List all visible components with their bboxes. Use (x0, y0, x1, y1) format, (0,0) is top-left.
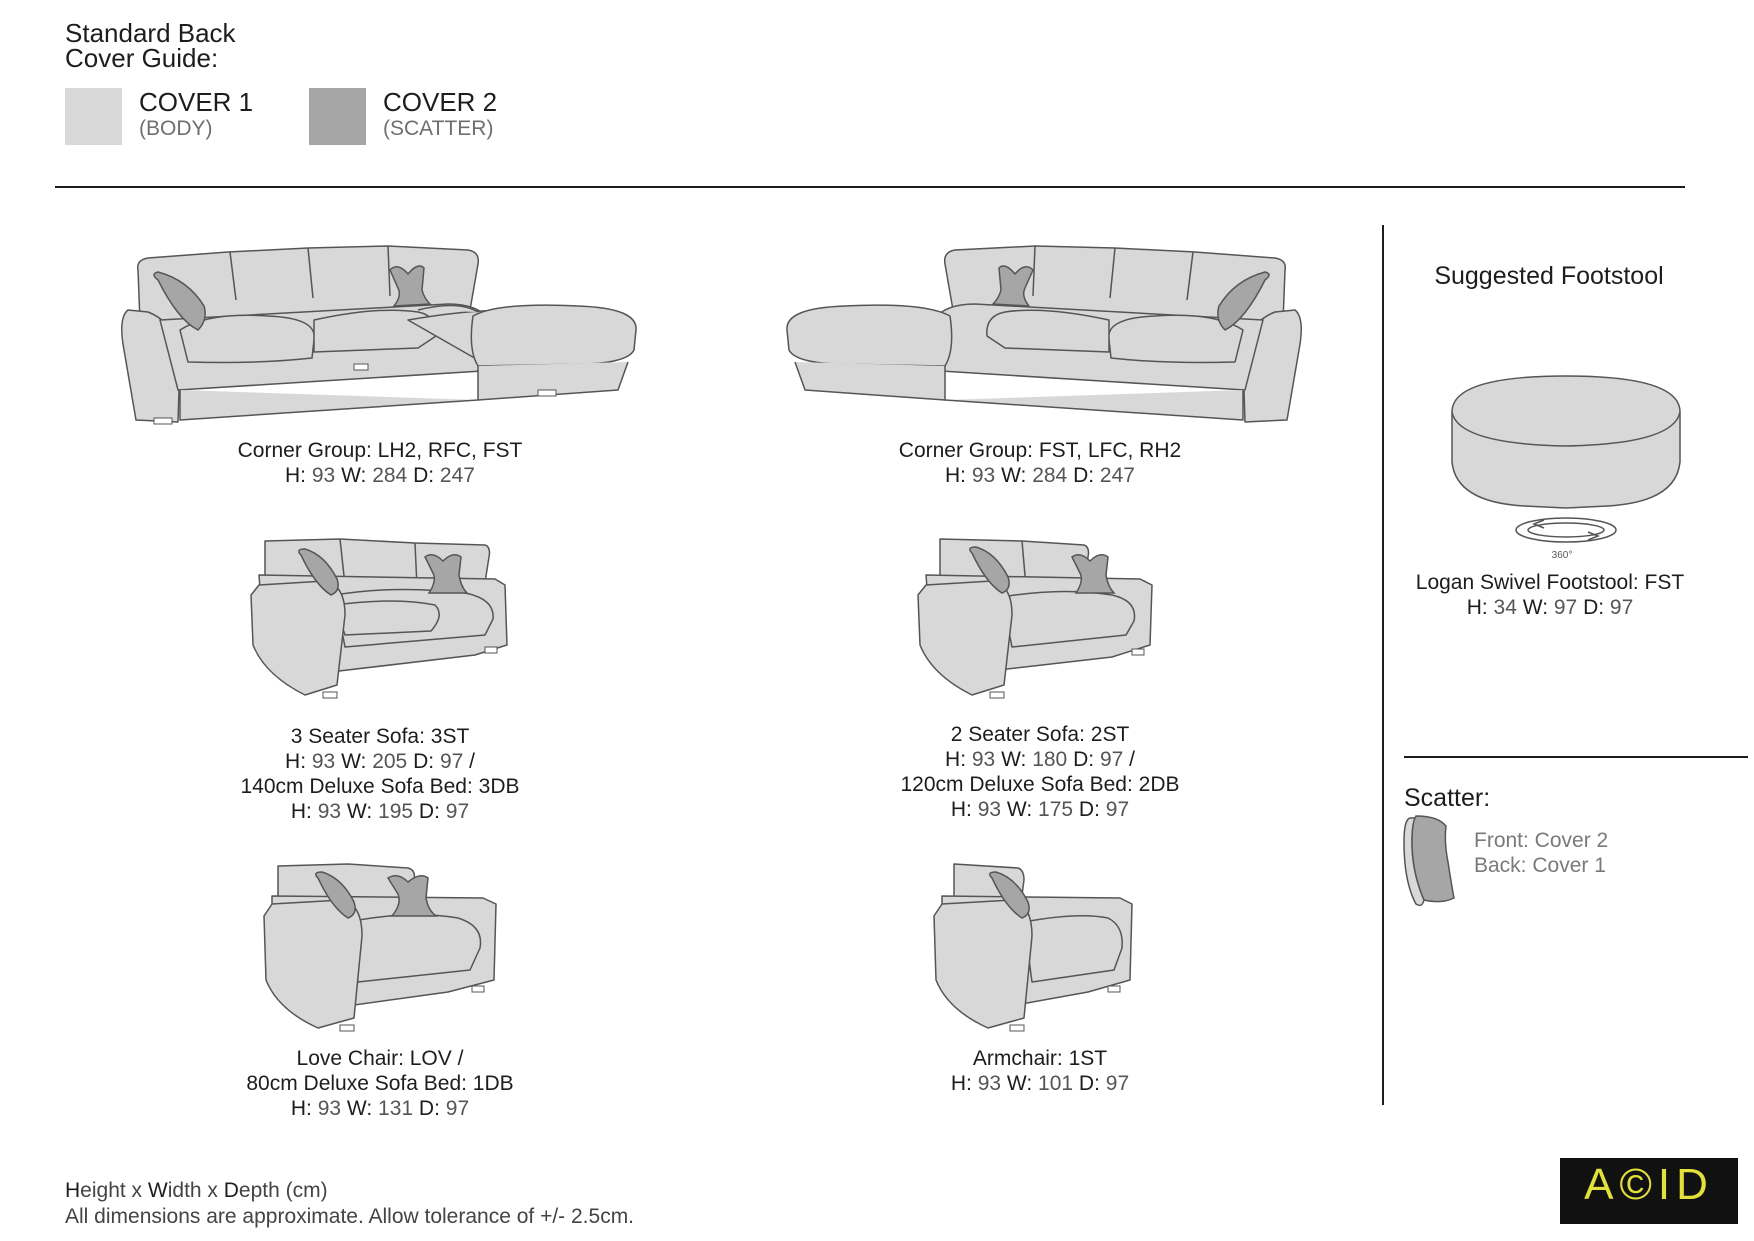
height-label: H: (945, 464, 967, 487)
height-label: H: (285, 750, 307, 773)
depth-value: 247 (439, 464, 475, 487)
depth-label: D: (1073, 748, 1095, 771)
width-value: 131 (378, 1097, 414, 1120)
two-seater-caption (810, 722, 1270, 822)
scatter-front: Front: Cover 2 (1474, 829, 1609, 852)
love-chair-caption (150, 1046, 610, 1121)
product-alt-name: 120cm Deluxe Sofa Bed: 2DB (900, 773, 1180, 796)
three-seater-sofa-drawing (245, 535, 515, 705)
product-name: Love Chair: LOV / (296, 1047, 464, 1070)
suggested-footstool-title: Suggested Footstool (1434, 262, 1664, 290)
d-rest: epth (cm) (238, 1179, 328, 1202)
depth-label: D: (1583, 596, 1605, 619)
product-dims (150, 463, 610, 488)
dimension-legend (65, 1178, 634, 1204)
two-seater-sofa-drawing (912, 535, 1162, 705)
love-chair-drawing (258, 860, 503, 1035)
width-label: W: (1001, 748, 1027, 771)
height-value: 93 (971, 464, 996, 487)
product-dims (810, 463, 1270, 488)
cover-guide-title-line2: Cover Guide: (65, 43, 219, 73)
height-label: H: (285, 464, 307, 487)
product-dims (1335, 595, 1754, 620)
product-name: 2 Seater Sofa: 2ST (950, 723, 1130, 746)
depth-label: D: (413, 464, 435, 487)
height-value: 93 (971, 748, 996, 771)
cover1-sub: (BODY) (139, 117, 213, 140)
scatter-text (1474, 828, 1608, 878)
width-label: W: (346, 800, 373, 823)
scatter-title: Scatter: (1404, 784, 1491, 812)
acid-logo-subtitle: ANTI COPYING IN DESIGN (1581, 1213, 1717, 1223)
scatter-cushion-icon (1398, 812, 1458, 908)
height-label: H: (950, 1072, 972, 1095)
product-name: Corner Group: FST, LFC, RH2 (898, 439, 1182, 462)
width-label: W: (341, 464, 367, 487)
width-value: 205 (372, 750, 408, 773)
h-initial: H (65, 1179, 81, 1202)
height-value: 93 (317, 800, 342, 823)
depth-value: 97 (445, 800, 470, 823)
product-alt-name: 140cm Deluxe Sofa Bed: 3DB (240, 775, 520, 798)
product-name: Corner Group: LH2, RFC, FST (237, 439, 523, 462)
depth-value: 97 (1609, 596, 1634, 619)
width-label: W: (1006, 1072, 1033, 1095)
height-label: H: (1466, 596, 1488, 619)
product-name: 3 Seater Sofa: 3ST (290, 725, 470, 748)
cover-guide-title-line1: Standard Back (65, 18, 236, 48)
width-label: W: (1522, 596, 1549, 619)
dimensions-note (65, 1178, 634, 1230)
width-value: 180 (1032, 748, 1068, 771)
width-label: W: (341, 750, 367, 773)
armchair-caption (810, 1046, 1270, 1096)
cover2-sub: (SCATTER) (383, 117, 494, 140)
depth-value: 97 (439, 750, 464, 773)
cover1-swatch (65, 88, 122, 145)
armchair-drawing (928, 860, 1138, 1035)
vertical-divider (1382, 225, 1384, 1105)
depth-value: 97 (1105, 798, 1130, 821)
footstool-drawing (1448, 372, 1684, 562)
height-value: 93 (311, 464, 336, 487)
swivel-360-icon (1516, 518, 1616, 542)
top-divider (55, 186, 1685, 188)
height-label: H: (290, 800, 312, 823)
tolerance-note: All dimensions are approximate. Allow tolerance of +/- 2.5cm. (65, 1205, 635, 1228)
acid-logo-text: A©ID (1584, 1160, 1714, 1209)
depth-value: 97 (1099, 748, 1124, 771)
depth-label: D: (418, 800, 440, 823)
cover2-label: COVER 2 (383, 87, 498, 117)
product-alt-name: 80cm Deluxe Sofa Bed: 1DB (246, 1072, 514, 1095)
width-label: W: (346, 1097, 373, 1120)
w-rest: idth x (167, 1179, 224, 1202)
height-label: H: (945, 748, 967, 771)
width-value: 97 (1553, 596, 1578, 619)
product-dims (150, 749, 610, 774)
scatter-back: Back: Cover 1 (1474, 854, 1606, 877)
width-value: 284 (372, 464, 408, 487)
product-alt-dims (810, 797, 1270, 822)
h-rest: eight x (80, 1179, 148, 1202)
side-divider (1404, 756, 1748, 758)
depth-label: D: (1073, 464, 1095, 487)
width-value: 195 (378, 800, 414, 823)
width-label: W: (1006, 798, 1033, 821)
depth-value: 247 (1099, 464, 1135, 487)
slash-separator: / (1123, 748, 1135, 771)
d-initial: D (223, 1179, 239, 1202)
height-value: 34 (1493, 596, 1517, 619)
cover2-swatch (309, 88, 366, 145)
corner-group-left-chaise-drawing (780, 240, 1305, 425)
three-seater-caption (150, 724, 610, 824)
product-dims (810, 747, 1270, 772)
corner-group-right-caption (810, 438, 1270, 488)
width-label: W: (1001, 464, 1027, 487)
corner-group-right-chaise-drawing (118, 240, 643, 425)
height-label: H: (950, 798, 972, 821)
depth-value: 97 (445, 1097, 470, 1120)
width-value: 175 (1038, 798, 1074, 821)
depth-label: D: (413, 750, 435, 773)
rotation-label: 360° (1551, 550, 1573, 561)
depth-value: 97 (1105, 1072, 1130, 1095)
height-label: H: (290, 1097, 312, 1120)
depth-label: D: (1078, 1072, 1100, 1095)
product-alt-dims (150, 1096, 610, 1121)
height-value: 93 (311, 750, 336, 773)
product-dims (810, 1071, 1270, 1096)
height-value: 93 (977, 1072, 1002, 1095)
width-value: 101 (1038, 1072, 1074, 1095)
height-value: 93 (317, 1097, 342, 1120)
cover-guide-title (65, 18, 236, 73)
product-name: Logan Swivel Footstool: FST (1415, 571, 1685, 594)
depth-label: D: (418, 1097, 440, 1120)
product-name: Armchair: 1ST (972, 1047, 1108, 1070)
corner-group-left-caption (150, 438, 610, 488)
height-value: 93 (977, 798, 1002, 821)
width-value: 284 (1032, 464, 1068, 487)
slash-separator: / (463, 750, 475, 773)
product-alt-dims (150, 799, 610, 824)
cover1-label: COVER 1 (139, 87, 254, 117)
w-initial: W (147, 1179, 168, 1202)
depth-label: D: (1078, 798, 1100, 821)
footstool-caption (1335, 570, 1754, 620)
